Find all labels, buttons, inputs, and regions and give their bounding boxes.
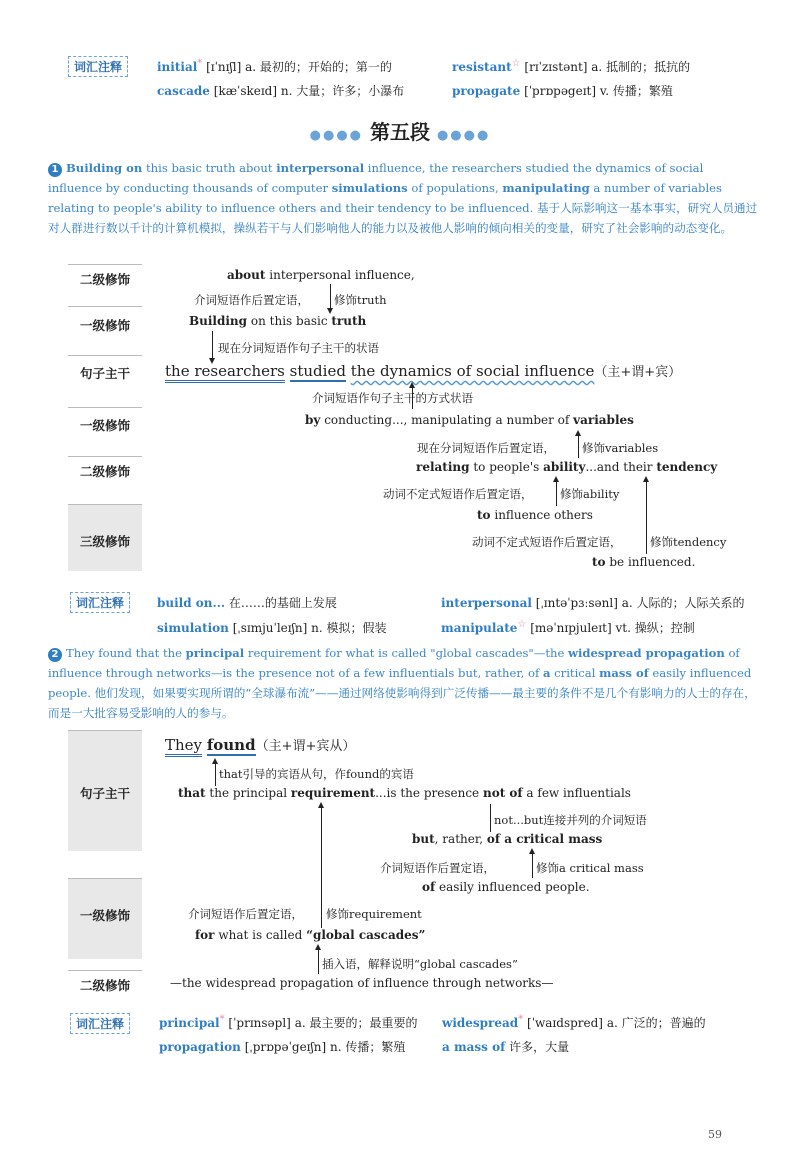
vocab-entry: build on... 在……的基础上发展 (157, 596, 337, 610)
annotation: 修饰tendency (650, 535, 727, 549)
vocab-entry: manipulate☆ [məˈnɪpjuleɪt] vt. 操纵；控制 (441, 619, 695, 635)
level-label: 三级修饰 (79, 534, 130, 549)
level-label: 一级修饰 (79, 318, 130, 333)
vocab-label: 词汇注释 (70, 1013, 130, 1034)
annotation: 现在分词短语作后置定语， (417, 441, 555, 455)
annotation: 介词短语作后置定语， (194, 293, 309, 307)
annotation: 介词短语作句子主干的方式状语 (312, 391, 473, 405)
vocab-entry: cascade [kæˈskeɪd] n. 大量；许多；小瀑布 (157, 84, 405, 98)
level-label: 句子主干 (79, 366, 130, 381)
phrase-but: but, rather, of a critical mass (412, 832, 603, 846)
annotation: 现在分词短语作句子主干的状语 (218, 341, 379, 355)
vocab-entry: interpersonal [ˌɪntəˈpɜːsənl] a. 人际的；人际关系的 (441, 596, 745, 610)
phrase-about: about interpersonal influence, (227, 268, 415, 282)
vocab-entry: resistant☆ [rɪˈzɪstənt] a. 抵制的；抵抗的 (452, 58, 691, 74)
annotation: 修饰ability (560, 487, 620, 501)
level-label: 一级修饰 (79, 908, 130, 923)
paragraph-2: 2 They found that the principal requirement for what is called "global cascades"—the widespread propagation of influence through networks—is the presence not of a few influentials but, rather, of a critical mass of easily influenced people. 他们发现，如果要实现所谓的“全球瀑布流”——通过网络使影响得到广泛传播——最主要的条件不是几个有影响力的人士的存在，而是一大批容易受影响的人的参与。 (48, 646, 756, 720)
level-label: 二级修饰 (79, 978, 130, 993)
number-badge: 2 (48, 648, 62, 662)
level-label: 二级修饰 (79, 464, 130, 479)
level-label: 句子主干 (79, 786, 130, 801)
phrase-building: Building on this basic truth (189, 314, 367, 328)
vocab-label: 词汇注释 (68, 56, 128, 77)
phrase-of: of easily influenced people. (422, 880, 590, 894)
phrase-dash: —the widespread propagation of influence through networks— (170, 976, 554, 990)
vocab-entry: principal* [ˈprɪnsəpl] a. 最主要的；最重要的 (159, 1014, 418, 1030)
annotation: not...but连接并列的介词短语 (494, 813, 647, 827)
vocab-entry: simulation [ˌsɪmjuˈleɪʃn] n. 模拟；假装 (157, 621, 387, 635)
annotation: 修饰a critical mass (536, 861, 644, 875)
annotation: 介词短语作后置定语， (188, 907, 303, 921)
level-label: 一级修饰 (79, 418, 130, 433)
phrase-relating: relating to people's ability...and their tendency (416, 460, 718, 474)
phrase-that: that the principal requirement...is the presence not of a few influentials (178, 786, 631, 800)
vocab-entry: propagate [ˈprɒpəgeɪt] v. 传播；繁殖 (452, 84, 673, 98)
phrase-for: for what is called “global cascades” (195, 928, 426, 942)
annotation: 介词短语作后置定语， (380, 861, 495, 875)
vocab-entry: initial* [ɪˈnɪʃl] a. 最初的；开始的；第一的 (157, 58, 392, 74)
vocab-entry: propagation [ˌprɒpəˈgeɪʃn] n. 传播；繁殖 (159, 1040, 406, 1054)
annotation: 修饰requirement (326, 907, 422, 921)
annotation: 修饰variables (582, 441, 659, 455)
annotation: 动词不定式短语作后置定语， (383, 487, 533, 501)
vocab-entry: widespread* [ˈwaɪdspred] a. 广泛的；普遍的 (442, 1014, 706, 1030)
page-number: 59 (708, 1128, 722, 1141)
level-label: 二级修饰 (79, 272, 130, 287)
number-badge: 1 (48, 163, 62, 177)
vocab-label: 词汇注释 (70, 592, 130, 613)
section-title: ●●●● 第五段 ●●●● (309, 120, 491, 144)
annotation: 动词不定式短语作后置定语， (472, 535, 622, 549)
phrase-to-be-influenced: to be influenced. (592, 555, 696, 569)
main-clause: the researchers studied the dynamics of social influence（主+谓+宾） (165, 361, 681, 380)
paragraph-1: 1 Building on this basic truth about interpersonal influence, the researchers studied the dynamics of social influence by conducting thousands of computer simulations of populations, manipulating a number of variables relating to people's ability to influence others and their tendency to be influenced. 基于人际影响这一基本事实，研究人员通过对人群进行数以千计的计算机模拟，操纵若干与人们影响他人的能力以及被他人影响的倾向相关的变量，研究了社会影响的动态变化。 (48, 161, 758, 235)
main-clause-2: They found（主+谓+宾从） (165, 735, 355, 754)
vocab-entry: a mass of 许多，大量 (442, 1040, 570, 1054)
phrase-by: by conducting..., manipulating a number of variables (305, 413, 634, 427)
annotation: 插入语，解释说明“global cascades” (322, 957, 518, 971)
annotation: 修饰truth (334, 293, 387, 307)
annotation: that引导的宾语从句，作found的宾语 (219, 767, 414, 781)
phrase-to-influence: to influence others (477, 508, 593, 522)
